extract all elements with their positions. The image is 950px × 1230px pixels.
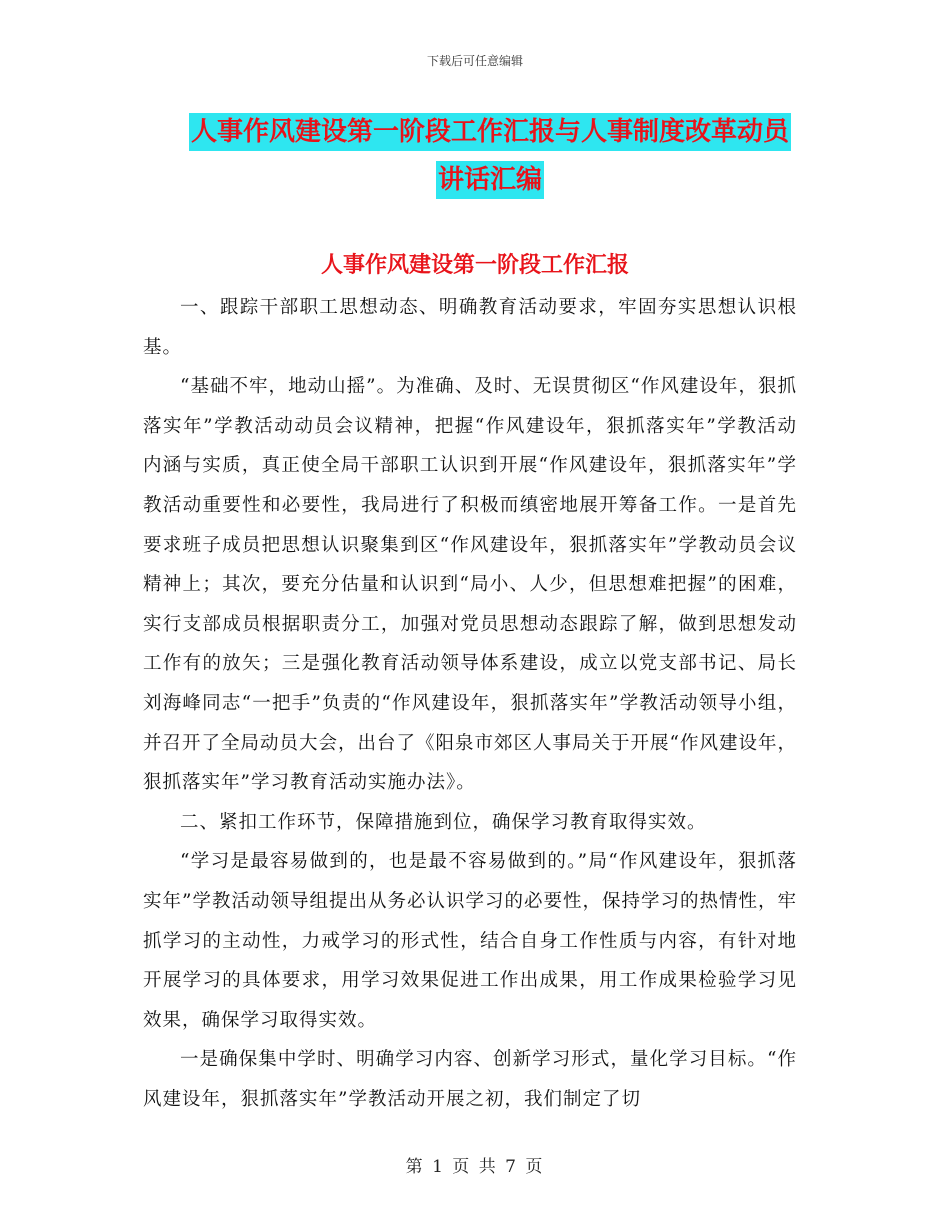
paragraph-3: 二、紧扣工作环节，保障措施到位，确保学习教育取得实效。 [180,811,707,833]
paragraph-1: 一、跟踪干部职工思想动态、明确教育活动要求，牢固夯实思想认识根基。 [143,297,797,358]
document-body [143,288,797,1119]
paragraph-4: “学习是最容易做到的，也是最不容易做到的。”局“作风建设年，狠抓落实年”学教活动领导组提出从务必认识学习的必要性，保持学习的热情性，牢抓学习的主动性，力戒学习的形式性，结合自身工作性质与内容，有针对地开展学习的具体要求，用学习效果促进工作出成果，用工作成果检验学习见效果，确保学习取得实效。 [143,851,797,1031]
document-title-line-1: 人事作风建设第一阶段工作汇报与人事制度改革动员 [189,113,791,151]
document-title [160,108,820,204]
document-title-line-2: 讲话汇编 [436,161,544,199]
paragraph-2: “基础不牢，地动山摇”。为准确、及时、无误贯彻区“作风建设年，狠抓落实年”学教活动动员会议精神，把握“作风建设年，狠抓落实年”学教活动内涵与实质，真正使全局干部职工认识到开展“作风建设年，狠抓落实年”学教活动重要性和必要性，我局进行了积极而缜密地展开筹备工作。一是首先要求班子成员把思想认识聚集到区“作风建设年，狠抓落实年”学教动员会议精神上；其次，要充分估量和认识到“局小、人少，但思想难把握”的困难，实行支部成员根据职责分工，加强对党员思想动态跟踪了解，做到思想发动工作有的放矢；三是强化教育活动领导体系建设，成立以党支部书记、局长刘海峰同志“一把手”负责的“作风建设年，狠抓落实年”学教活动领导小组，并召开了全局动员大会，出台了《阳泉市郊区人事局关于开展“作风建设年，狠抓落实年”学习教育活动实施办法》。 [143,376,797,794]
paragraph-5: 一是确保集中学时、明确学习内容、创新学习形式，量化学习目标。“作风建设年，狠抓落实年”学教活动开展之初，我们制定了切 [143,1049,797,1110]
page-header-note: 下载后可任意编辑 [426,54,523,68]
section-title: 人事作风建设第一阶段工作汇报 [320,253,629,278]
page-number: 第 1 页 共 7 页 [405,1157,545,1177]
